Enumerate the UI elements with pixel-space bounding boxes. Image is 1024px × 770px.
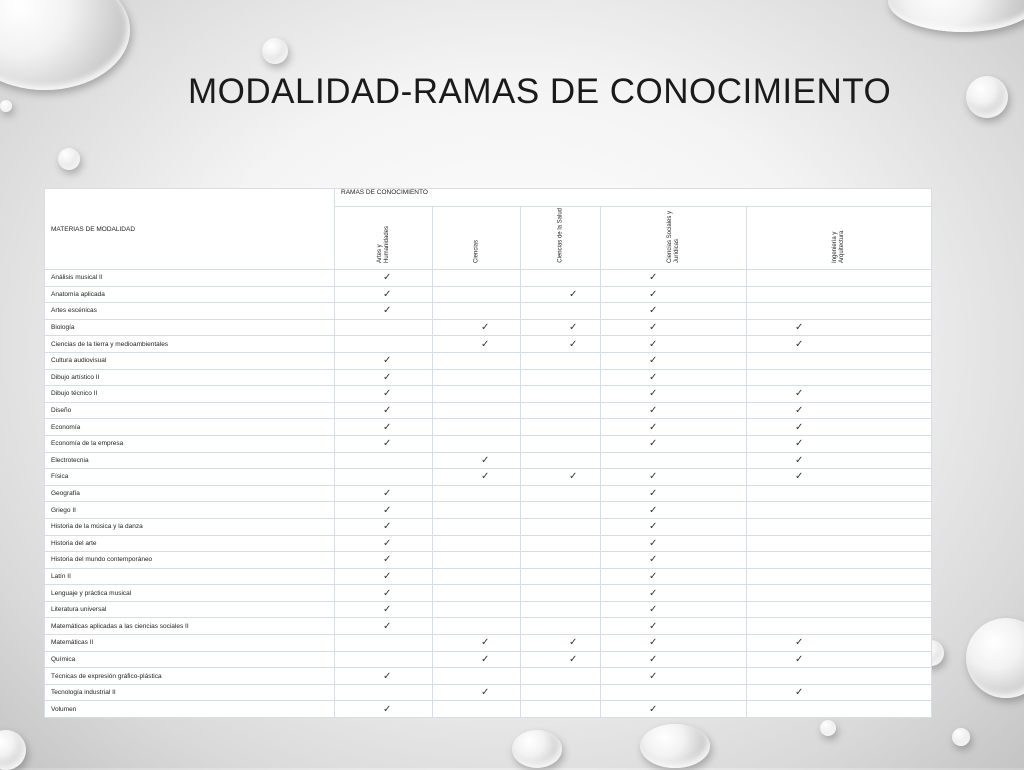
check-mark-cell: ✓ [747, 336, 932, 353]
check-mark-cell: ✓ [601, 352, 747, 369]
check-mark-cell: ✓ [747, 684, 932, 701]
empty-cell [335, 635, 433, 652]
table-row [45, 336, 932, 353]
table-row [45, 352, 932, 369]
table-row [45, 668, 932, 685]
empty-cell [747, 369, 932, 386]
empty-cell [433, 286, 521, 303]
empty-cell [433, 369, 521, 386]
check-mark-cell: ✓ [335, 552, 433, 569]
check-mark-cell: ✓ [335, 502, 433, 519]
materia-name: Latín II [45, 568, 335, 585]
table-row [45, 319, 932, 336]
check-mark-cell: ✓ [521, 319, 601, 336]
empty-cell [521, 585, 601, 602]
materia-name: Anatomía aplicada [45, 286, 335, 303]
table-row [45, 402, 932, 419]
table-row [45, 452, 932, 469]
check-mark-cell: ✓ [335, 402, 433, 419]
empty-cell [747, 618, 932, 635]
modalidad-ramas-table [44, 188, 932, 718]
check-mark-cell: ✓ [601, 336, 747, 353]
materia-name: Volumen [45, 701, 335, 718]
check-mark-cell: ✓ [601, 435, 747, 452]
check-mark-cell: ✓ [433, 684, 521, 701]
check-mark-cell: ✓ [335, 618, 433, 635]
materia-name: Economía [45, 419, 335, 436]
empty-cell [747, 485, 932, 502]
table-row [45, 585, 932, 602]
empty-cell [433, 585, 521, 602]
water-drop-decoration [262, 38, 288, 64]
water-drop-decoration [0, 0, 130, 90]
check-mark-cell: ✓ [521, 286, 601, 303]
empty-cell [521, 303, 601, 320]
column-label: Ciencias de la Salud [557, 208, 563, 263]
check-mark-cell: ✓ [601, 485, 747, 502]
materia-name: Griego II [45, 502, 335, 519]
column-header-ciencias [433, 207, 521, 270]
empty-cell [521, 369, 601, 386]
empty-cell [335, 651, 433, 668]
empty-cell [433, 668, 521, 685]
check-mark-cell: ✓ [601, 386, 747, 403]
check-mark-cell: ✓ [601, 618, 747, 635]
materia-name: Geografía [45, 485, 335, 502]
table-row [45, 502, 932, 519]
check-mark-cell: ✓ [433, 452, 521, 469]
check-mark-cell: ✓ [601, 286, 747, 303]
empty-cell [335, 452, 433, 469]
materia-name: Análisis musical II [45, 270, 335, 287]
column-label: Artes y Humanidades [376, 225, 390, 263]
materia-name: Historia del arte [45, 535, 335, 552]
empty-cell [601, 452, 747, 469]
table-header-row [45, 189, 932, 207]
empty-cell [747, 601, 932, 618]
empty-cell [747, 535, 932, 552]
table-row [45, 618, 932, 635]
check-mark-cell: ✓ [601, 585, 747, 602]
check-mark-cell: ✓ [433, 635, 521, 652]
materia-name: Cultura audiovisual [45, 352, 335, 369]
check-mark-cell: ✓ [601, 419, 747, 436]
empty-cell [335, 684, 433, 701]
table-row [45, 369, 932, 386]
column-label: Ciencias Sociales y Jurídicas [666, 210, 680, 263]
empty-cell [521, 502, 601, 519]
empty-cell [521, 601, 601, 618]
check-mark-cell: ✓ [433, 651, 521, 668]
water-drop-decoration [640, 724, 710, 768]
check-mark-cell: ✓ [335, 518, 433, 535]
check-mark-cell: ✓ [335, 568, 433, 585]
column-label: Ciencias [473, 239, 479, 263]
table-row [45, 635, 932, 652]
materia-name: Historia de la música y la danza [45, 518, 335, 535]
table-row [45, 651, 932, 668]
empty-cell [747, 585, 932, 602]
table-row [45, 552, 932, 569]
column-header-sociales [601, 207, 747, 270]
check-mark-cell: ✓ [433, 336, 521, 353]
table-row [45, 469, 932, 486]
table-row [45, 270, 932, 287]
empty-cell [433, 485, 521, 502]
materia-name: Lenguaje y práctica musical [45, 585, 335, 602]
empty-cell [747, 668, 932, 685]
check-mark-cell: ✓ [335, 419, 433, 436]
materia-name: Dibujo artístico II [45, 369, 335, 386]
empty-cell [433, 535, 521, 552]
water-drop-decoration [966, 76, 1008, 118]
check-mark-cell: ✓ [335, 601, 433, 618]
empty-cell [747, 552, 932, 569]
empty-cell [433, 618, 521, 635]
empty-cell [521, 518, 601, 535]
column-header-artes [335, 207, 433, 270]
table-row [45, 684, 932, 701]
empty-cell [433, 701, 521, 718]
empty-cell [433, 568, 521, 585]
empty-cell [521, 419, 601, 436]
empty-cell [433, 435, 521, 452]
check-mark-cell: ✓ [335, 535, 433, 552]
empty-cell [433, 386, 521, 403]
water-drop-decoration [952, 728, 970, 746]
empty-cell [433, 303, 521, 320]
check-mark-cell: ✓ [601, 568, 747, 585]
empty-cell [747, 352, 932, 369]
water-drop-decoration [966, 618, 1024, 698]
check-mark-cell: ✓ [335, 352, 433, 369]
empty-cell [335, 469, 433, 486]
check-mark-cell: ✓ [747, 635, 932, 652]
empty-cell [521, 684, 601, 701]
materia-name: Economía de la empresa [45, 435, 335, 452]
water-drop-decoration [512, 730, 562, 768]
materia-name: Diseño [45, 402, 335, 419]
table-row [45, 435, 932, 452]
check-mark-cell: ✓ [601, 651, 747, 668]
empty-cell [433, 270, 521, 287]
check-mark-cell: ✓ [601, 469, 747, 486]
empty-cell [521, 435, 601, 452]
table-row [45, 535, 932, 552]
ramas-header: RAMAS DE CONOCIMIENTO [335, 189, 932, 207]
empty-cell [747, 303, 932, 320]
check-mark-cell: ✓ [521, 635, 601, 652]
table-row [45, 518, 932, 535]
check-mark-cell: ✓ [601, 369, 747, 386]
check-mark-cell: ✓ [521, 651, 601, 668]
check-mark-cell: ✓ [601, 518, 747, 535]
check-mark-cell: ✓ [335, 270, 433, 287]
check-mark-cell: ✓ [601, 303, 747, 320]
column-label: Ingeniería y Arquitectura [832, 230, 845, 263]
empty-cell [521, 352, 601, 369]
empty-cell [521, 701, 601, 718]
check-mark-cell: ✓ [601, 601, 747, 618]
check-mark-cell: ✓ [601, 535, 747, 552]
empty-cell [521, 668, 601, 685]
check-mark-cell: ✓ [601, 552, 747, 569]
check-mark-cell: ✓ [601, 270, 747, 287]
water-drop-decoration [0, 100, 12, 112]
check-mark-cell: ✓ [747, 402, 932, 419]
check-mark-cell: ✓ [335, 286, 433, 303]
empty-cell [433, 352, 521, 369]
empty-cell [433, 552, 521, 569]
materia-name: Matemáticas II [45, 635, 335, 652]
table-body [45, 270, 932, 718]
materia-name: Física [45, 469, 335, 486]
empty-cell [521, 386, 601, 403]
check-mark-cell: ✓ [335, 386, 433, 403]
check-mark-cell: ✓ [601, 319, 747, 336]
empty-cell [335, 319, 433, 336]
empty-cell [433, 402, 521, 419]
materia-name: Literatura universal [45, 601, 335, 618]
water-drop-decoration [888, 0, 1024, 32]
empty-cell [521, 552, 601, 569]
water-drop-decoration [820, 720, 836, 736]
check-mark-cell: ✓ [335, 303, 433, 320]
check-mark-cell: ✓ [747, 452, 932, 469]
check-mark-cell: ✓ [747, 651, 932, 668]
check-mark-cell: ✓ [747, 419, 932, 436]
check-mark-cell: ✓ [747, 386, 932, 403]
check-mark-cell: ✓ [747, 469, 932, 486]
table-row [45, 303, 932, 320]
materia-name: Electrotecnia [45, 452, 335, 469]
check-mark-cell: ✓ [747, 319, 932, 336]
materia-name: Artes escénicas [45, 303, 335, 320]
materia-name: Química [45, 651, 335, 668]
water-drop-decoration [0, 730, 26, 770]
table-row [45, 386, 932, 403]
materia-name: Técnicas de expresión gráfico-plástica [45, 668, 335, 685]
check-mark-cell: ✓ [521, 336, 601, 353]
table-row [45, 485, 932, 502]
column-header-ingenieria [747, 207, 932, 270]
materias-header: MATERIAS DE MODALIDAD [45, 189, 335, 270]
empty-cell [601, 684, 747, 701]
table-row [45, 286, 932, 303]
materia-name: Matemáticas aplicadas a las ciencias sociales II [45, 618, 335, 635]
empty-cell [521, 402, 601, 419]
empty-cell [433, 601, 521, 618]
empty-cell [747, 701, 932, 718]
empty-cell [747, 568, 932, 585]
empty-cell [521, 485, 601, 502]
check-mark-cell: ✓ [335, 369, 433, 386]
check-mark-cell: ✓ [747, 435, 932, 452]
table-row [45, 419, 932, 436]
check-mark-cell: ✓ [601, 502, 747, 519]
materia-name: Dibujo técnico II [45, 386, 335, 403]
empty-cell [521, 452, 601, 469]
check-mark-cell: ✓ [601, 668, 747, 685]
check-mark-cell: ✓ [601, 635, 747, 652]
empty-cell [747, 502, 932, 519]
empty-cell [433, 419, 521, 436]
check-mark-cell: ✓ [521, 469, 601, 486]
water-drop-decoration [58, 148, 80, 170]
empty-cell [747, 518, 932, 535]
table-row [45, 701, 932, 718]
empty-cell [433, 502, 521, 519]
empty-cell [521, 568, 601, 585]
check-mark-cell: ✓ [433, 319, 521, 336]
page-title: MODALIDAD-RAMAS DE CONOCIMIENTO [188, 72, 892, 111]
empty-cell [521, 535, 601, 552]
table-row [45, 601, 932, 618]
materia-name: Tecnología industrial II [45, 684, 335, 701]
empty-cell [747, 270, 932, 287]
check-mark-cell: ✓ [601, 701, 747, 718]
check-mark-cell: ✓ [335, 585, 433, 602]
column-header-salud [521, 207, 601, 270]
materia-name: Biología [45, 319, 335, 336]
empty-cell [747, 286, 932, 303]
check-mark-cell: ✓ [433, 469, 521, 486]
check-mark-cell: ✓ [335, 485, 433, 502]
empty-cell [335, 336, 433, 353]
check-mark-cell: ✓ [601, 402, 747, 419]
materia-name: Ciencias de la tierra y medioambientales [45, 336, 335, 353]
empty-cell [521, 618, 601, 635]
materia-name: Historia del mundo contemporáneo [45, 552, 335, 569]
check-mark-cell: ✓ [335, 435, 433, 452]
check-mark-cell: ✓ [335, 701, 433, 718]
check-mark-cell: ✓ [335, 668, 433, 685]
empty-cell [521, 270, 601, 287]
table-row [45, 568, 932, 585]
empty-cell [433, 518, 521, 535]
